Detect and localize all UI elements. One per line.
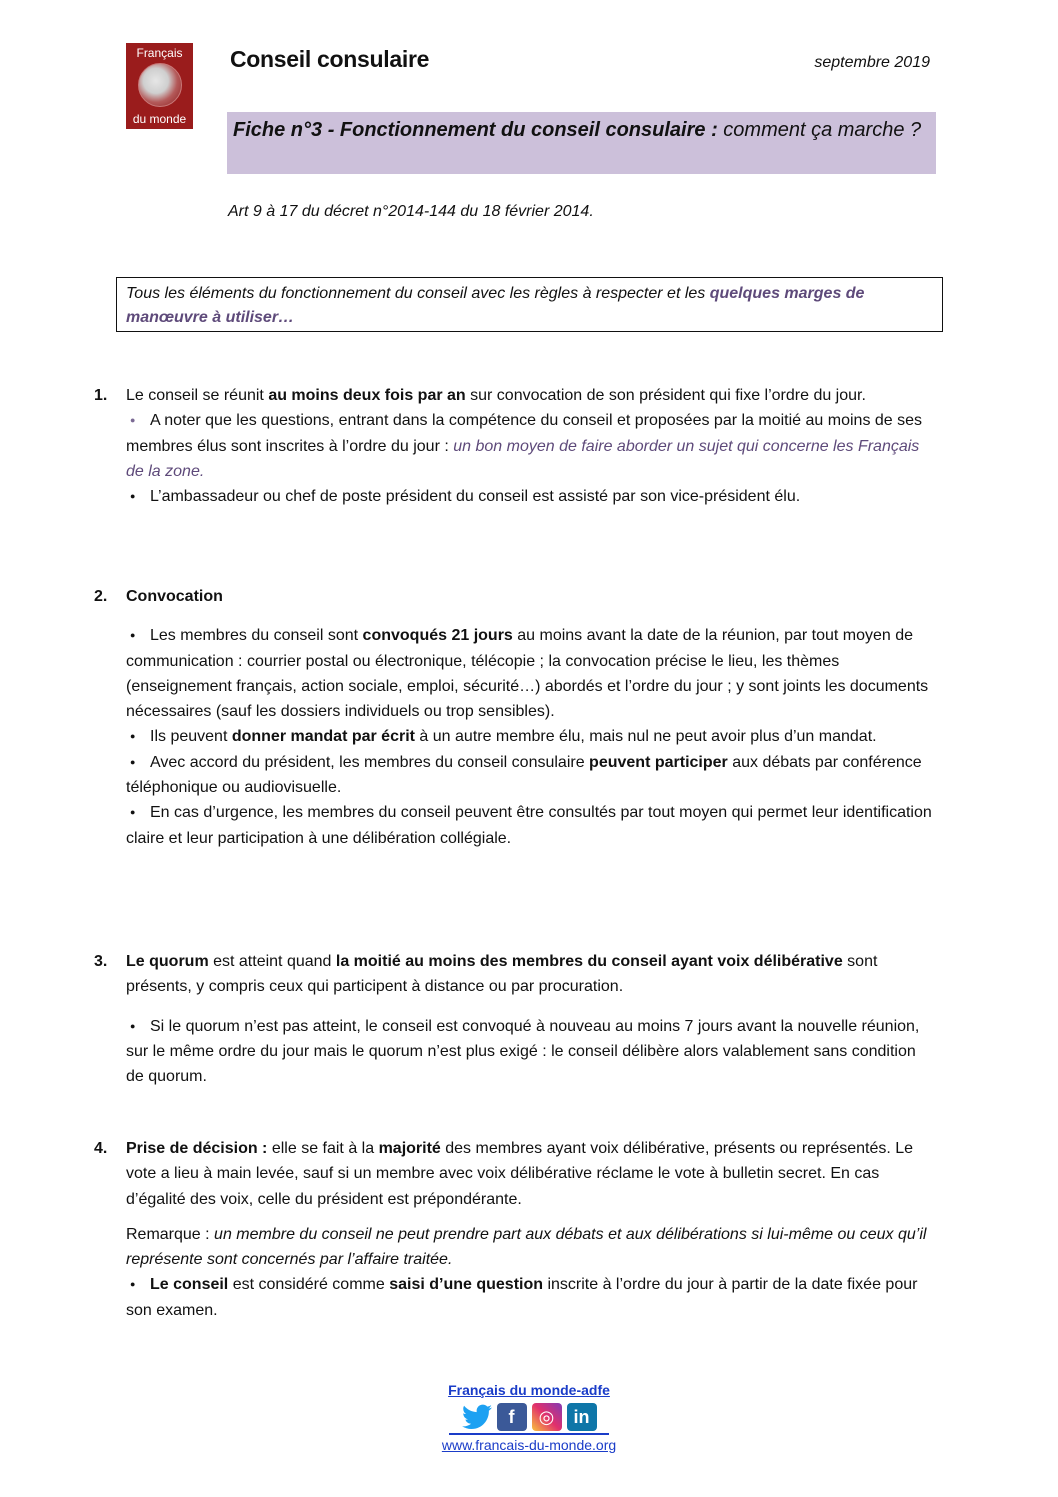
bullet-item [126, 800, 932, 851]
bullet-icon [126, 724, 150, 749]
text: sont présents, y compris ceux qui participent à distance ou par procuration. [126, 953, 878, 996]
text: Avec accord du président, les membres du conseil consulaire [150, 753, 590, 771]
document-title: Conseil consulaire [230, 46, 430, 72]
remark [126, 1222, 932, 1273]
bold-text: majorité [378, 1140, 441, 1157]
section-4 [92, 1136, 932, 1323]
section-heading [126, 584, 932, 609]
bullet-icon [126, 408, 150, 433]
section-number: 2. [94, 588, 108, 605]
intro-highlight: quelques marges de manœuvre à utiliser… [126, 285, 865, 326]
bullet-icon [126, 750, 150, 775]
fiche-title-banner [227, 112, 936, 174]
bullet-item [126, 623, 932, 724]
text: est atteint quand [208, 953, 336, 970]
text: elle se fait à la [267, 1140, 379, 1157]
section-number: 3. [94, 953, 108, 970]
text: au moins avant la date de la réunion, par tout moyen de communication : courrier postal ou électronique, télécopie ; la convocation précise le lieu, les thèmes (enseignement français, action sociale, emploi, sécurité…) abordés et l’ordre du jour ; y sont joints les documents nécessaires (sauf les dossiers individuels ou trop sensibles). [126, 627, 929, 721]
section-1 [92, 383, 932, 509]
text: A noter que les questions, entrant dans la compétence du conseil et proposées par la moitié au moins de ses membres élus sont inscrites à l’ordre du jour : [126, 412, 923, 455]
section-paragraph [126, 1136, 932, 1212]
remark-label: Remarque : [126, 1225, 215, 1243]
bold-text: Prise de décision : [126, 1140, 268, 1157]
text: Le conseil se réunit [126, 387, 269, 404]
org-link[interactable]: Français du monde-adfe [448, 1382, 610, 1398]
document-date: septembre 2019 [814, 54, 930, 71]
footer-divider [449, 1433, 609, 1435]
footer [0, 1382, 1058, 1455]
bullet-item [126, 724, 932, 749]
section-number: 1. [94, 387, 108, 404]
bold-text: saisi d’une question [389, 1276, 544, 1294]
bold-text: peuvent participer [589, 753, 728, 771]
text: Ils peuvent [150, 728, 232, 746]
twitter-icon[interactable] [462, 1403, 492, 1431]
bullet-icon [126, 800, 150, 825]
legal-reference: Art 9 à 17 du décret n°2014-144 du 18 février 2014. [228, 203, 594, 220]
bullet-item [126, 750, 932, 801]
text: Les membres du conseil sont [150, 627, 363, 645]
text: est considéré comme [228, 1276, 390, 1294]
bullet-icon [126, 484, 150, 509]
section-2 [92, 584, 932, 851]
heading-text: Convocation [126, 588, 223, 605]
bold-text: donner mandat par écrit [231, 728, 415, 746]
intro-box [116, 277, 943, 332]
bullet-item [126, 484, 932, 509]
section-3 [92, 949, 932, 1089]
bold-text: au moins deux fois par an [268, 387, 466, 404]
globe-icon [138, 63, 182, 107]
fiche-title-italic: comment ça marche ? [717, 119, 922, 141]
francais-du-monde-logo [126, 43, 193, 129]
logo-bottom-text: du monde [132, 112, 187, 126]
bold-text: la moitié au moins des membres du conseil ayant voix délibérative [335, 953, 843, 970]
bold-text: Le conseil [150, 1276, 229, 1294]
remark-text: un membre du conseil ne peut prendre part aux débats et aux délibérations si lui-même ou ceux qu’il représente sont concernés par l’affaire traitée. [126, 1225, 927, 1269]
text: aux débats par conférence téléphonique ou audiovisuelle. [126, 753, 922, 797]
bullet-item [126, 408, 932, 484]
facebook-icon[interactable]: f [497, 1403, 527, 1431]
bullet-icon [126, 623, 150, 648]
text: à un autre membre élu, mais nul ne peut avoir plus d’un mandat. [414, 728, 877, 746]
highlight-text: un bon moyen de faire aborder un sujet qui concerne les Français de la zone. [126, 437, 920, 480]
section-paragraph [126, 383, 932, 408]
section-number: 4. [94, 1140, 108, 1157]
linkedin-icon[interactable]: in [567, 1403, 597, 1431]
bullet-icon [126, 1014, 150, 1039]
website-link[interactable]: www.francais-du-monde.org [441, 1437, 617, 1453]
bullet-icon [126, 1272, 150, 1297]
intro-text: Tous les éléments du fonctionnement du conseil avec les règles à respecter et les [126, 285, 710, 302]
fiche-title-bold: Fiche n°3 - Fonctionnement du conseil consulaire : [233, 119, 718, 141]
bold-text: convoqués 21 jours [362, 627, 513, 645]
text: Si le quorum n’est pas atteint, le conseil est convoqué à nouveau au moins 7 jours avant la nouvelle réunion, sur le même ordre du jour mais le quorum n’est plus exigé : le conseil délibère alors valablement sans condition de quorum. [126, 1017, 920, 1086]
section-paragraph [126, 949, 932, 1000]
logo-top-text: Français [136, 46, 183, 60]
text: L’ambassadeur ou chef de poste président du conseil est assisté par son vice-président élu. [150, 488, 801, 506]
bullet-item [126, 1014, 932, 1090]
text: sur convocation de son président qui fixe l’ordre du jour. [465, 387, 866, 404]
text: des membres ayant voix délibérative, présents ou représentés. Le vote a lieu à main levée, sauf si un membre avec voix délibérative réclame le vote à bulletin secret. En cas d’égalité des voix, celle du président est prépondérante. [126, 1140, 914, 1208]
bold-text: Le quorum [126, 953, 209, 970]
text: inscrite à l’ordre du jour à partir de la date fixée pour son examen. [126, 1276, 918, 1319]
social-icons [0, 1403, 1058, 1431]
text: En cas d’urgence, les membres du conseil peuvent être consultés par tout moyen qui permet leur identification claire et leur participation à une délibération collégiale. [126, 804, 932, 847]
instagram-icon[interactable]: ◎ [532, 1403, 562, 1431]
bullet-item [126, 1272, 932, 1323]
